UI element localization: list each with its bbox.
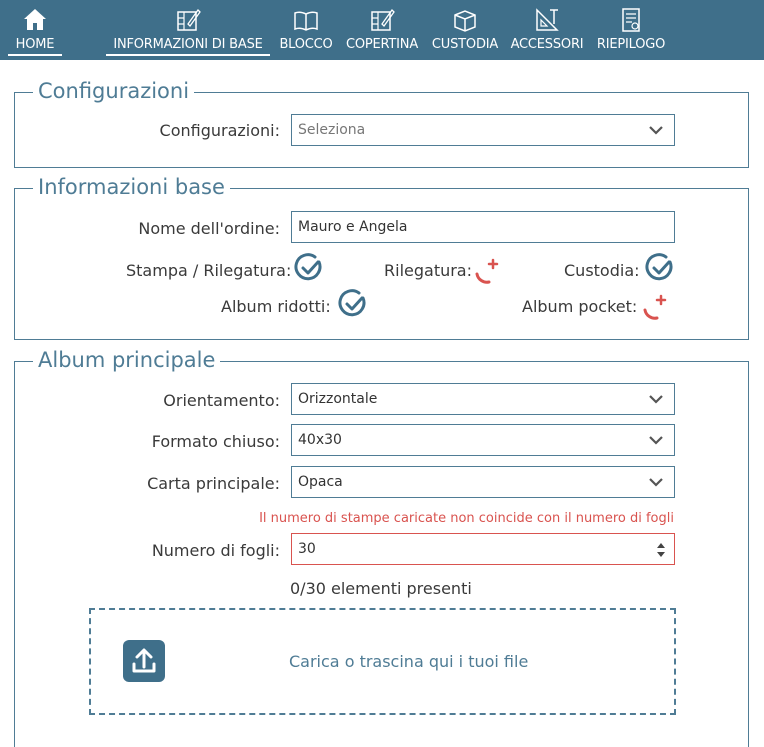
- album-principale-legend: Album principale: [33, 345, 220, 375]
- nome-ordine-value: Mauro e Angela: [298, 219, 408, 235]
- formato-chiuso-label: Formato chiuso:: [151, 432, 280, 451]
- nav-home-label: HOME: [8, 37, 62, 56]
- nav-copertina[interactable]: [342, 0, 422, 60]
- upload-icon: [123, 640, 165, 682]
- top-nav: [0, 0, 764, 60]
- album-ridotti-label: Album ridotti:: [221, 297, 331, 316]
- nav-riepilogo-label: RIEPILOGO: [596, 37, 666, 52]
- nav-blocco-label: BLOCCO: [279, 37, 333, 52]
- main-content: [0, 60, 764, 747]
- nav-custodia[interactable]: [428, 0, 502, 60]
- informazioni-base-section: [14, 175, 749, 340]
- chevron-down-icon: [648, 475, 664, 489]
- nome-ordine-label: Nome dell'ordine:: [138, 219, 280, 238]
- fogli-error-message: Il numero di stampe caricate non coincide con il numero di fogli: [259, 511, 674, 526]
- numero-fogli-value: 30: [298, 541, 316, 557]
- orientamento-select[interactable]: [291, 383, 675, 415]
- nav-riepilogo[interactable]: [592, 0, 670, 60]
- cover-icon: [368, 6, 396, 34]
- rilegatura-label: Rilegatura:: [384, 261, 472, 280]
- home-icon: [21, 6, 49, 34]
- nav-accessori[interactable]: [508, 0, 586, 60]
- tools-icon: [533, 6, 561, 34]
- carta-principale-select[interactable]: [291, 466, 675, 498]
- numero-fogli-label: Numero di fogli:: [151, 541, 280, 560]
- custodia-check-icon[interactable]: [644, 252, 676, 284]
- file-dropzone[interactable]: [89, 608, 676, 715]
- album-principale-section: [14, 348, 749, 747]
- orientamento-label: Orientamento:: [163, 391, 280, 410]
- orientamento-value: Orizzontale: [298, 391, 378, 407]
- nav-blocco[interactable]: [276, 0, 336, 60]
- album-ridotti-check-icon[interactable]: [337, 288, 369, 320]
- carta-principale-value: Opaca: [298, 474, 343, 490]
- nav-copertina-label: COPERTINA: [345, 37, 419, 52]
- chevron-down-icon: [648, 433, 664, 447]
- chevron-down-icon: [648, 123, 664, 137]
- dropzone-text: Carica o trascina qui i tuoi file: [289, 652, 529, 671]
- formato-chiuso-select[interactable]: [291, 424, 675, 456]
- custodia-label: Custodia:: [564, 261, 640, 280]
- ruler-pencil-icon: [174, 6, 202, 34]
- elementi-count: 0/30 elementi presenti: [290, 579, 472, 598]
- stampa-rilegatura-label: Stampa / Rilegatura:: [126, 261, 292, 280]
- box-icon: [451, 6, 479, 34]
- formato-chiuso-value: 40x30: [298, 432, 342, 448]
- numero-fogli-input[interactable]: [291, 533, 675, 565]
- album-pocket-label: Album pocket:: [522, 297, 638, 316]
- configurazioni-section: [14, 79, 749, 168]
- nav-accessori-label: ACCESSORI: [510, 37, 584, 52]
- nav-informazioni-di-base[interactable]: [106, 0, 270, 60]
- chevron-down-icon: [648, 392, 664, 406]
- configurazioni-select[interactable]: [291, 114, 675, 146]
- document-check-icon: [617, 6, 645, 34]
- stampa-rilegatura-check-icon[interactable]: [293, 252, 325, 284]
- rilegatura-add-icon[interactable]: [473, 254, 505, 286]
- informazioni-base-legend: Informazioni base: [33, 172, 230, 202]
- album-pocket-add-icon[interactable]: [641, 290, 673, 322]
- nome-ordine-input[interactable]: [291, 211, 675, 243]
- configurazioni-legend: Configurazioni: [33, 76, 194, 106]
- book-open-icon: [292, 6, 320, 34]
- configurazioni-label: Configurazioni:: [159, 121, 280, 140]
- stepper-arrows-icon[interactable]: [656, 541, 666, 559]
- nav-custodia-label: CUSTODIA: [431, 37, 499, 52]
- carta-principale-label: Carta principale:: [147, 474, 280, 493]
- nav-home[interactable]: [8, 0, 62, 60]
- nav-informazioni-label: INFORMAZIONI DI BASE: [106, 37, 270, 56]
- configurazioni-value: Seleziona: [298, 122, 366, 138]
